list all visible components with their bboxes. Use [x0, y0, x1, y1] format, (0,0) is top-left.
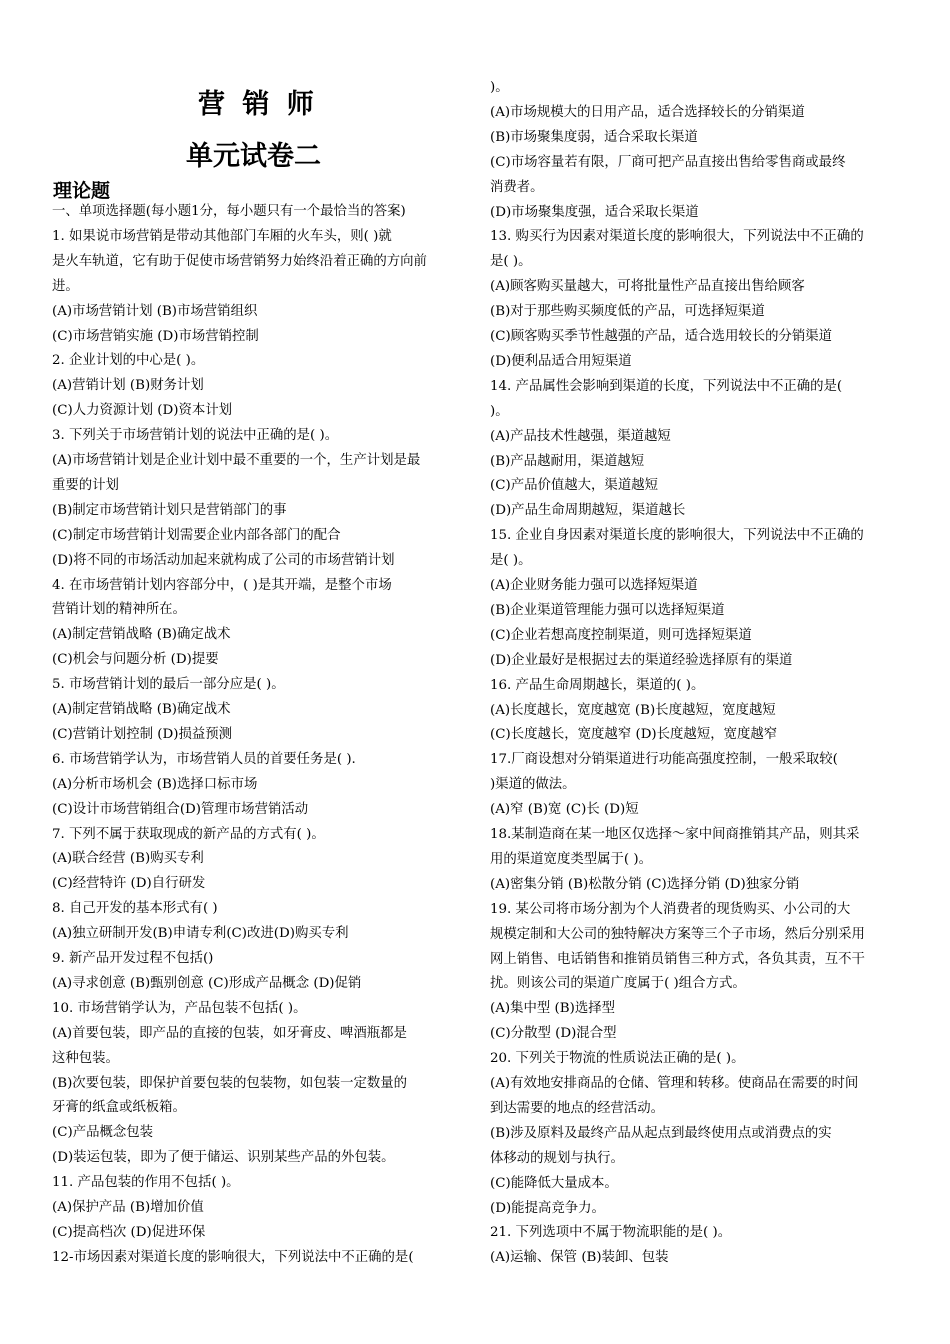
document-title: 营 销 师	[198, 89, 318, 120]
text-line: (A)产品技术性越强，渠道越短	[490, 428, 671, 444]
text-line: 是火车轨道，它有助于促使市场营销努力始终沿着正确的方向前	[52, 253, 427, 269]
text-line: (C)经营特许 (D)自行研发	[52, 876, 206, 892]
text-line: (A)长度越长，宽度越宽 (B)长度越短，宽度越短	[490, 702, 776, 718]
text-line: (C)分散型 (D)混合型	[490, 1026, 617, 1042]
text-line: (C)长度越长，宽度越窄 (D)长度越短，宽度越窄	[490, 727, 778, 743]
text-line: (A)密集分销 (B)松散分销 (C)选择分销 (D)独家分销	[490, 876, 800, 892]
text-line: (B)对于那些购买频度低的产品，可选择短渠道	[490, 304, 765, 320]
text-line: 营销计划的精神所在。	[52, 602, 186, 618]
text-line: (A)制定营销战略 (B)确定战术	[52, 702, 231, 717]
text-line: (B)市场聚集度弱，适合采取长渠道	[490, 129, 698, 145]
text-line: (C)产品价值越大，渠道越短	[490, 478, 658, 494]
text-line: (C)人力资源计划 (D)资本计划	[52, 403, 233, 419]
text-line: 7. 下列不属于获取现成的新产品的方式有( )。	[52, 826, 325, 842]
text-line: (D)能提高竞争力。	[490, 1200, 605, 1216]
text-line: (C)市场营销实施 (D)市场营销控制	[52, 328, 259, 344]
text-line: (C)营销计划控制 (D)损益预测	[52, 726, 233, 742]
text-line: (D)便利品适合用短渠道	[490, 353, 632, 369]
text-line: (B)涉及原料及最终产品从起点到最终使用点或消费点的实	[490, 1125, 832, 1141]
text-line: 17.厂商设想对分销渠道进行功能高强度控制，一般采取较(	[490, 752, 838, 768]
text-line: 用的渠道宽度类型属于( )。	[490, 851, 653, 867]
text-line: (B)企业渠道管理能力强可以选择短渠道	[490, 602, 725, 618]
text-line: 消费者。	[490, 179, 544, 195]
text-line: (A)独立研制开发(B)申请专利(C)改进(D)购买专利	[52, 926, 349, 942]
text-line: 5. 市场营销计划的最后一部分应是( )。	[52, 677, 285, 693]
text-line: 1. 如果说市场营销是带动其他部门车厢的火车头，则( )就	[52, 228, 392, 244]
text-line: (A)企业财务能力强可以选择短渠道	[490, 578, 698, 593]
text-line: 8. 自己开发的基本形式有( )	[52, 901, 218, 917]
text-line: (A)顾客购买量越大，可将批量性产品直接出售给顾客	[490, 279, 805, 295]
text-line: 扰。则该公司的渠道广度属于( )组合方式。	[490, 976, 746, 992]
text-line: 6. 市场营销学认为，市场营销人员的首要任务是( ).	[52, 751, 356, 767]
text-line: )。	[490, 80, 509, 95]
text-line: (C)市场容量若有限，厂商可把产品直接出售给零售商或最终	[490, 154, 846, 170]
text-line: 11. 产品包装的作用不包括( )。	[52, 1175, 240, 1191]
text-line: 体移动的规划与执行。	[490, 1150, 624, 1166]
text-line: 重要的计划	[52, 477, 119, 493]
text-line: )。	[490, 403, 509, 419]
text-line: 10. 市场营销学认为，产品包装不包括( )。	[52, 1000, 307, 1016]
text-line: 规模定制和大公司的独特解决方案等三个子市场，然后分别采用	[490, 926, 865, 942]
text-line: (D)市场聚集度强，适合采取长渠道	[490, 204, 699, 220]
text-line: (C)机会与问题分析 (D)提要	[52, 652, 219, 668]
text-line: (A)集中型 (B)选择型	[490, 1001, 616, 1017]
text-line: 到达需要的地点的经营活动。	[490, 1100, 665, 1116]
text-line: 16. 产品生命周期越长，渠道的( )。	[490, 677, 705, 693]
text-line: (A)运输、保管 (B)装卸、包装	[490, 1250, 669, 1266]
text-line: (C)企业若想高度控制渠道，则可选择短渠道	[490, 627, 752, 643]
text-line: 进。	[52, 278, 79, 294]
text-line: (B)次要包装，即保护首要包装的包装物，如包装一定数量的	[52, 1075, 408, 1091]
text-line: (C)产品概念包装	[52, 1125, 154, 1141]
text-line: 是( )。	[490, 254, 532, 270]
text-line: 13. 购买行为因素对渠道长度的影响很大，下列说法中不正确的	[490, 229, 864, 245]
text-line: 18.某制造商在某一地区仅选择～家中间商推销其产品，则其采	[490, 827, 860, 842]
text-line: 19. 某公司将市场分割为个人消费者的现货购买、小公司的大	[490, 901, 851, 917]
text-line: (C)顾客购买季节性越强的产品，适合选用较长的分销渠道	[490, 329, 833, 344]
text-line: (A)分析市场机会 (B)选择口标市场	[52, 776, 258, 792]
document-subtitle: 单元试卷二	[186, 141, 321, 172]
text-line: (A)窄 (B)宽 (C)长 (D)短	[490, 802, 639, 818]
text-line: (A)联合经营 (B)购买专利	[52, 851, 204, 867]
text-line: (A)有效地安排商品的仓储、管理和转移。使商品在需要的时间	[490, 1076, 859, 1091]
text-line: (A)营销计划 (B)财务计划	[52, 378, 204, 394]
text-line: (A)市场营销计划是企业计划中最不重要的一个，生产计划是最	[52, 453, 421, 468]
text-line: (C)设计市场营销组合(D)管理市场营销活动	[52, 801, 309, 817]
text-line: (A)寻求创意 (B)甄别创意 (C)形成产品概念 (D)促销	[52, 975, 362, 991]
text-line: 牙膏的纸盒或纸板箱。	[52, 1100, 186, 1116]
text-line: (A)首要包装，即产品的直接的包装，如牙膏皮、啤酒瓶都是	[52, 1025, 407, 1041]
text-line: 2. 企业计划的中心是( )。	[52, 353, 205, 369]
text-line: 网上销售、电话销售和推销员销售三种方式，各负其责，互不干	[490, 951, 865, 967]
text-line: (D)装运包装，即为了便于储运、识别某些产品的外包装。	[52, 1150, 395, 1166]
text-line: (B)产品越耐用，渠道越短	[490, 453, 645, 469]
text-line: 4. 在市场营销计划内容部分中，( )是其开端，是整个市场	[52, 577, 392, 593]
text-line: (A)市场规模大的日用产品，适合选择较长的分销渠道	[490, 104, 805, 120]
text-line: (C)提高档次 (D)促进环保	[52, 1224, 206, 1240]
text-line: )渠道的做法。	[490, 777, 576, 793]
text-line: 20. 下列关于物流的性质说法正确的是( )。	[490, 1051, 745, 1067]
text-line: 14. 产品属性会影响到渠道的长度，下列说法中不正确的是(	[490, 378, 843, 394]
text-line: (D)将不同的市场活动加起来就构成了公司的市场营销计划	[52, 552, 395, 568]
text-line: (D)企业最好是根据过去的渠道经验选择原有的渠道	[490, 652, 793, 668]
section-heading: 理论题	[53, 180, 111, 202]
text-line: (A)保护产品 (B)增加价值	[52, 1200, 204, 1215]
text-line: 一、单项选择题(每小题1分，每小题只有一个最恰当的答案)	[52, 204, 406, 219]
text-line: 3. 下列关于市场营销计划的说法中正确的是( )。	[52, 428, 339, 444]
text-line: 9. 新产品开发过程不包括()	[52, 951, 214, 966]
text-line: (A)市场营销计划 (B)市场营销组织	[52, 303, 258, 319]
text-line: (C)能降低大量成本。	[490, 1175, 618, 1191]
text-line: 是( )。	[490, 553, 532, 569]
text-line: 这种包装。	[52, 1050, 119, 1066]
text-line: (B)制定市场营销计划只是营销部门的事	[52, 502, 287, 518]
text-line: (D)产品生命周期越短，渠道越长	[490, 503, 686, 519]
text-line: 15. 企业自身因素对渠道长度的影响很大，下列说法中不正确的	[490, 528, 864, 544]
text-line: (A)制定营销战略 (B)确定战术	[52, 627, 231, 643]
text-line: 21. 下列选项中不属于物流职能的是( )。	[490, 1225, 732, 1241]
text-line: (C)制定市场营销计划需要企业内部各部门的配合	[52, 527, 341, 543]
text-line: 12-市场因素对渠道长度的影响很大，下列说法中不正确的是(	[52, 1249, 414, 1265]
